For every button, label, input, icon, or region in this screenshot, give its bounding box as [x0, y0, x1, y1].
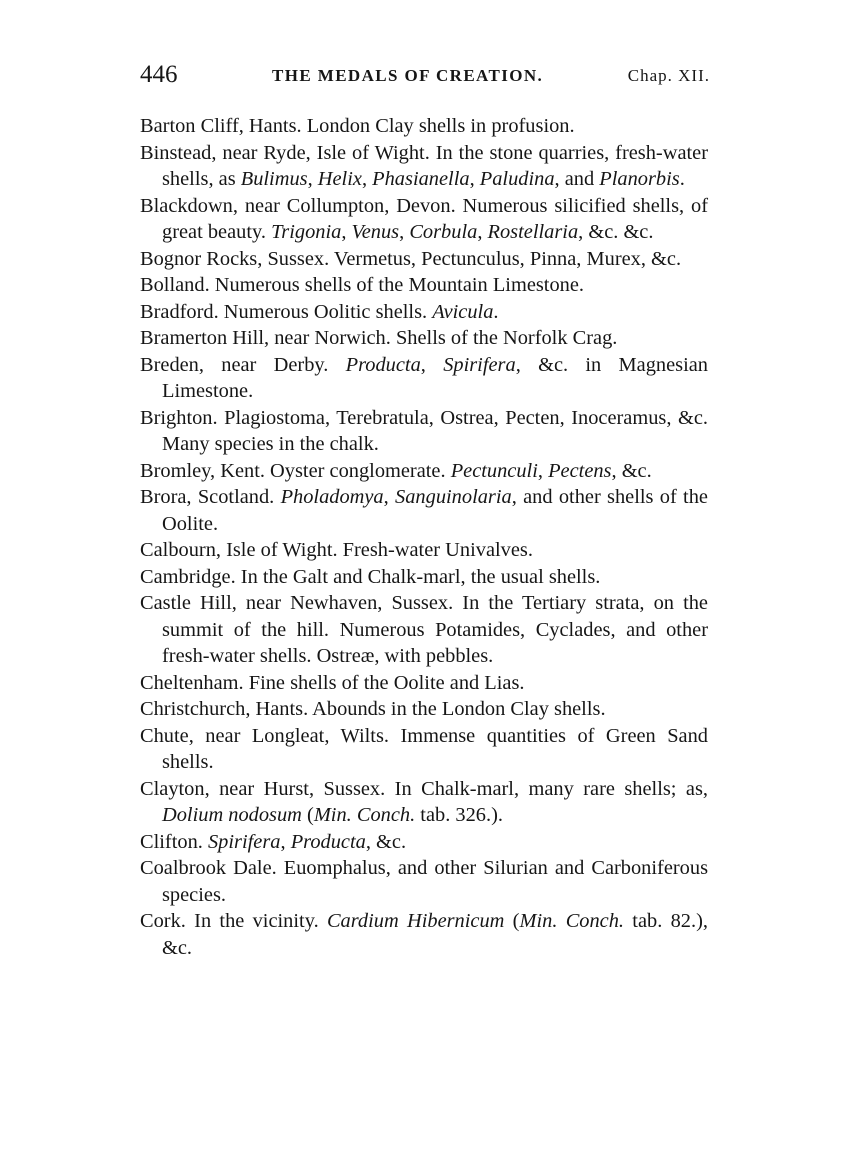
italic-taxon-text: Venus — [351, 221, 400, 243]
entry-text: , — [537, 459, 549, 482]
entry-text: Clayton, near Hurst, Sussex. In Chalk-marl, many rare shells; as, — [140, 777, 708, 800]
entry-text: Breden, near Derby. — [140, 353, 346, 376]
entry-text: , — [477, 221, 488, 243]
entry-text: , &c. — [611, 459, 652, 482]
entry-text: , — [280, 830, 291, 853]
entry-text: , &c. in Magnesian Limestone. — [162, 353, 708, 402]
page-number: 446 — [140, 61, 178, 88]
entry-text: , — [469, 168, 480, 190]
entry-text: Brighton. Plagiostoma, Terebratula, Ostrea, Pecten, Inoceramus, &c. Many species in the chalk. — [140, 406, 708, 455]
entry-text: Bradford. Numerous Oolitic shells. — [140, 300, 433, 323]
entry-text: Bolland. Numerous shells of the Mountain Limestone. — [140, 274, 585, 296]
locality-entry — [140, 405, 708, 458]
italic-taxon-text: Phasianella — [372, 168, 470, 190]
italic-taxon-text: Min. Conch. — [519, 910, 625, 932]
entry-text: Bromley, Kent. Oyster conglomerate. — [140, 459, 451, 482]
chapter-label: Chap. XII. — [627, 66, 710, 85]
italic-taxon-text: Pectens — [548, 459, 612, 482]
locality-entry — [140, 537, 708, 564]
italic-taxon-text: Dolium nodosum — [162, 804, 302, 826]
locality-entry — [140, 458, 708, 485]
entry-text: Brora, Scotland. — [140, 486, 281, 508]
running-title: THE MEDALS OF CREATION. — [272, 66, 544, 85]
locality-entry — [140, 484, 708, 537]
entry-text: , — [341, 221, 352, 243]
entry-text: , and — [554, 168, 600, 190]
italic-taxon-text: Pectunculi — [450, 459, 538, 482]
italic-taxon-text: Helix — [317, 168, 362, 190]
entry-text: , &c. &c. — [578, 221, 654, 243]
entry-text: Chute, near Longleat, Wilts. Immense quantities of Green Sand shells. — [140, 724, 708, 773]
locality-entry — [140, 855, 708, 908]
italic-taxon-text: Rostellaria — [487, 221, 579, 243]
italic-taxon-text: Producta — [345, 353, 421, 376]
locality-entry — [140, 193, 708, 246]
entry-text: tab. 82.), &c. — [162, 910, 708, 959]
entry-text: ( — [504, 910, 520, 932]
entry-text: ( — [301, 804, 314, 826]
entry-text: Cheltenham. Fine shells of the Oolite and Lias. — [140, 671, 525, 694]
entry-text: Christchurch, Hants. Abounds in the London Clay shells. — [140, 698, 606, 720]
italic-taxon-text: Avicula — [432, 300, 494, 323]
entry-text: Bramerton Hill, near Norwich. Shells of the Norfolk Crag. — [140, 327, 618, 349]
locality-entry — [140, 776, 708, 829]
italic-taxon-text: Planorbis — [599, 168, 680, 190]
entry-text: Calbourn, Isle of Wight. Fresh-water Univalves. — [140, 539, 533, 561]
italic-taxon-text: Sanguinolaria — [395, 486, 512, 508]
entry-text: Binstead, near Ryde, Isle of Wight. In the stone quarries, fresh-water shells, as — [140, 141, 708, 190]
locality-entry — [140, 246, 708, 273]
entry-text: . — [493, 300, 499, 323]
entry-text: Cork. In the vicinity. — [140, 910, 327, 932]
entry-text: Bognor Rocks, Sussex. Vermetus, Pectunculus, Pinna, Murex, &c. — [140, 247, 682, 270]
italic-taxon-text: Bulimus — [240, 168, 308, 190]
entry-text: Barton Cliff, Hants. London Clay shells in profusion. — [140, 115, 575, 137]
entry-text: tab. 326.). — [415, 804, 503, 826]
locality-entry — [140, 696, 708, 723]
entry-text: Castle Hill, near Newhaven, Sussex. In the Tertiary strata, on the summit of the hill. Numerous Potamides, Cyclades, and other fresh-water shells. Ostreæ, with pebbles. — [140, 592, 708, 667]
italic-taxon-text: Cardium Hibernicum — [326, 910, 505, 932]
entry-text: , — [307, 168, 318, 190]
locality-entry — [140, 272, 708, 299]
italic-taxon-text: Producta — [290, 830, 366, 853]
locality-entry — [140, 325, 708, 352]
locality-entry — [140, 113, 708, 140]
entry-text: Blackdown, near Collumpton, Devon. Numerous silicified shells, of great beauty. — [140, 194, 708, 243]
locality-list — [140, 113, 708, 961]
italic-taxon-text: Spirifera — [443, 353, 516, 376]
entry-text: . — [679, 168, 685, 190]
italic-taxon-text: Spirifera — [207, 830, 281, 853]
page-header — [140, 60, 710, 90]
locality-entry — [140, 352, 708, 405]
locality-entry — [140, 829, 708, 856]
entry-text: , — [399, 221, 410, 243]
locality-entry — [140, 590, 708, 670]
entry-text: , — [383, 486, 396, 508]
entry-text: , &c. — [365, 830, 407, 853]
locality-entry — [140, 908, 708, 961]
locality-entry — [140, 564, 708, 591]
locality-entry — [140, 140, 708, 193]
entry-text: Coalbrook Dale. Euomphalus, and other Silurian and Carboniferous species. — [140, 857, 708, 906]
locality-entry — [140, 299, 708, 326]
entry-text: , and other shells of the Oolite. — [162, 486, 708, 535]
italic-taxon-text: Paludina — [479, 168, 555, 190]
entry-text: , — [361, 168, 373, 190]
italic-taxon-text: Trigonia — [271, 221, 342, 243]
entry-text: Cambridge. In the Galt and Chalk-marl, the usual shells. — [140, 565, 601, 588]
italic-taxon-text: Min. Conch. — [313, 804, 416, 826]
entry-text: , — [420, 353, 444, 376]
italic-taxon-text: Corbula — [409, 221, 478, 243]
entry-text: Clifton. — [140, 830, 208, 853]
italic-taxon-text: Pholadomya — [280, 486, 384, 508]
locality-entry — [140, 723, 708, 776]
locality-entry — [140, 670, 708, 697]
